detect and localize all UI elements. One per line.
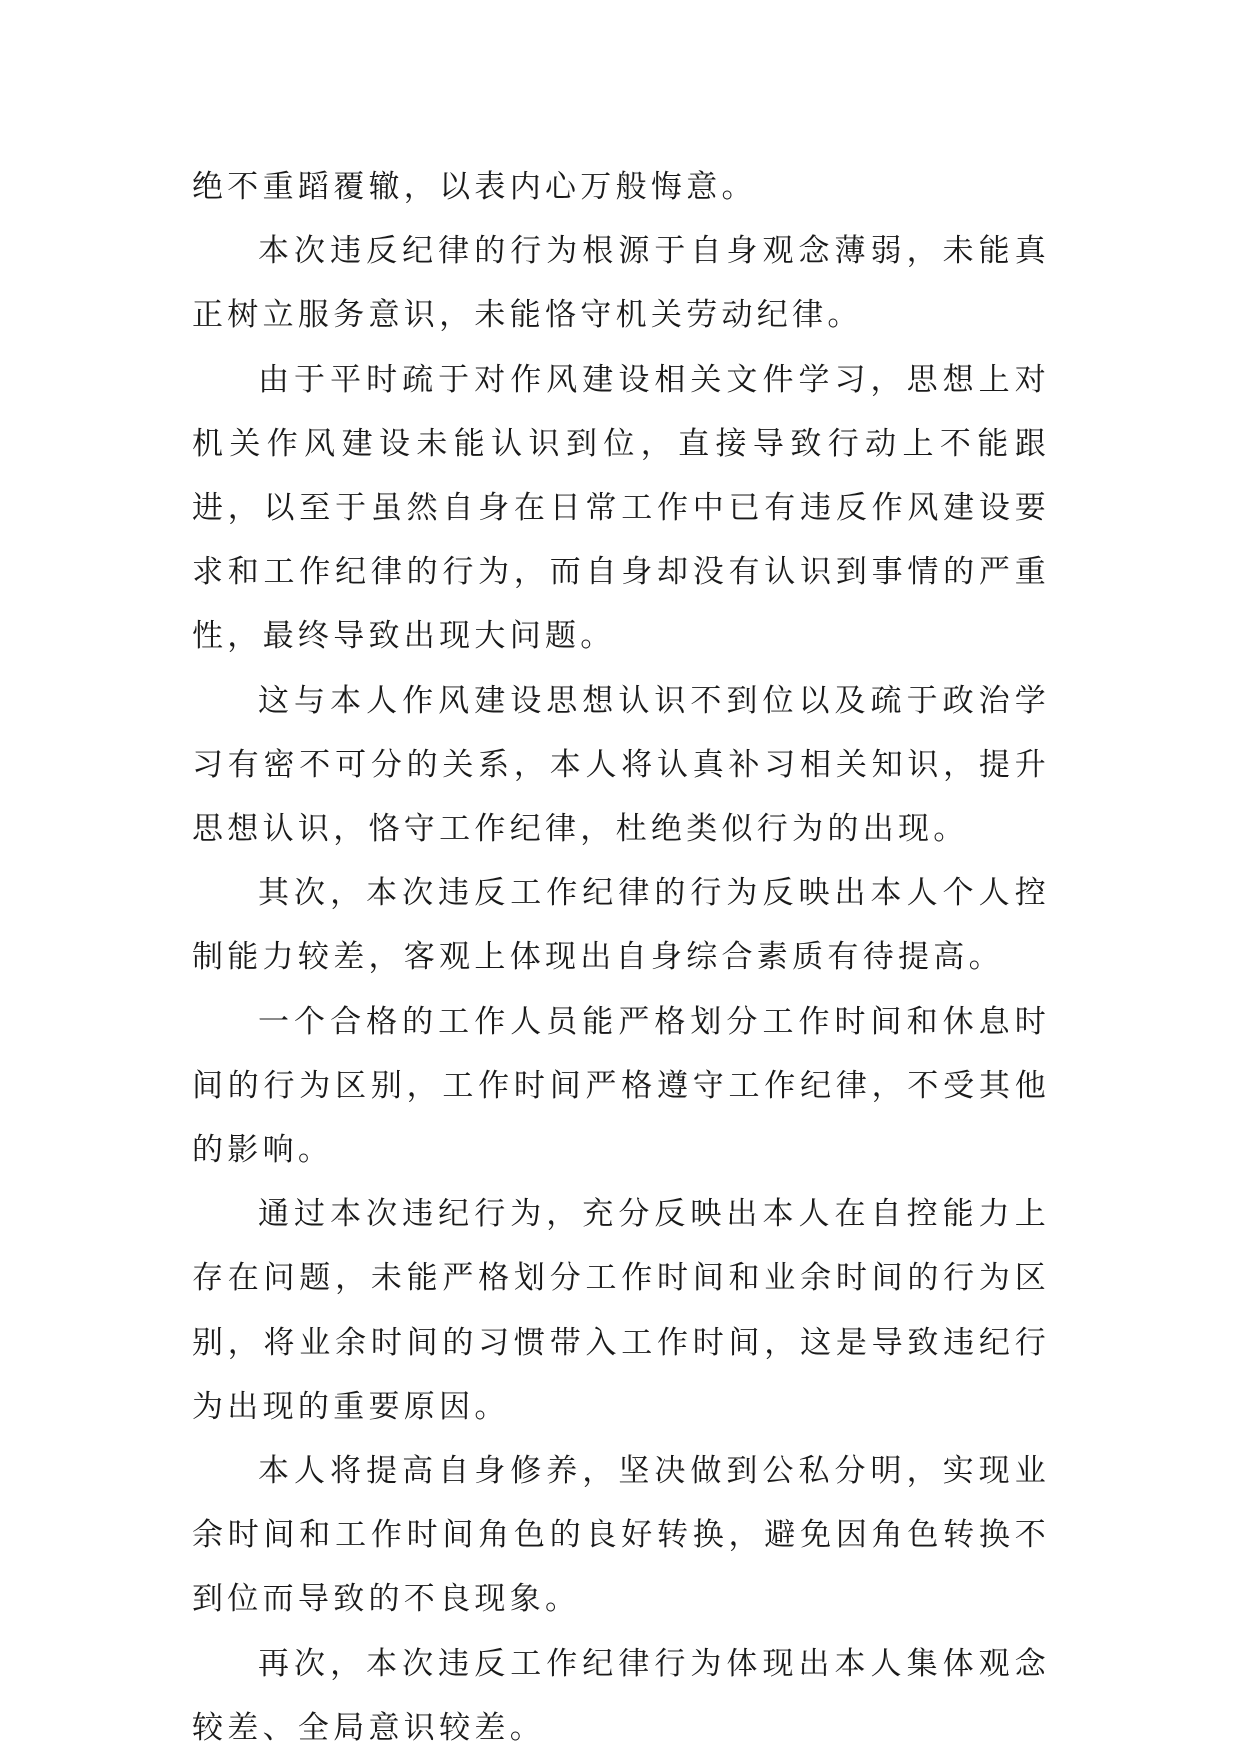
paragraph: 通过本次违纪行为，充分反映出本人在自控能力上存在问题，未能严格划分工作时间和业余时间的行为区别，将业余时间的习惯带入工作时间，这是导致违纪行为出现的重要原因。 xyxy=(192,1196,1050,1425)
paragraph: 再次，本次违反工作纪律行为体现出本人集体观念较差、全局意识较差。 xyxy=(192,1645,1050,1746)
paragraph: 其次，本次违反工作纪律的行为反映出本人个人控制能力较差，客观上体现出自身综合素质有待提高。 xyxy=(192,875,1050,976)
paragraph: 这与本人作风建设思想认识不到位以及疏于政治学习有密不可分的关系，本人将认真补习相关知识，提升思想认识，恪守工作纪律，杜绝类似行为的出现。 xyxy=(192,682,1050,848)
paragraph: 本人将提高自身修养，坚决做到公私分明，实现业余时间和工作时间角色的良好转换，避免因角色转换不到位而导致的不良现象。 xyxy=(192,1453,1050,1618)
paragraph: 一个合格的工作人员能严格划分工作时间和休息时间的行为区别，工作时间严格遵守工作纪律，不受其他的影响。 xyxy=(192,1003,1050,1169)
document-body xyxy=(192,155,1050,1760)
paragraph: 绝不重蹈覆辙，以表内心万般悔意。 xyxy=(192,169,757,205)
paragraph: 由于平时疏于对作风建设相关文件学习，思想上对机关作风建设未能认识到位，直接导致行动上不能跟进，以至于虽然自身在日常工作中已有违反作风建设要求和工作纪律的行为，而自身却没有认识到事情的严重性，最终导致出现大问题。 xyxy=(192,361,1050,655)
paragraph: 本次违反纪律的行为根源于自身观念薄弱，未能真正树立服务意识，未能恪守机关劳动纪律。 xyxy=(192,233,1050,334)
